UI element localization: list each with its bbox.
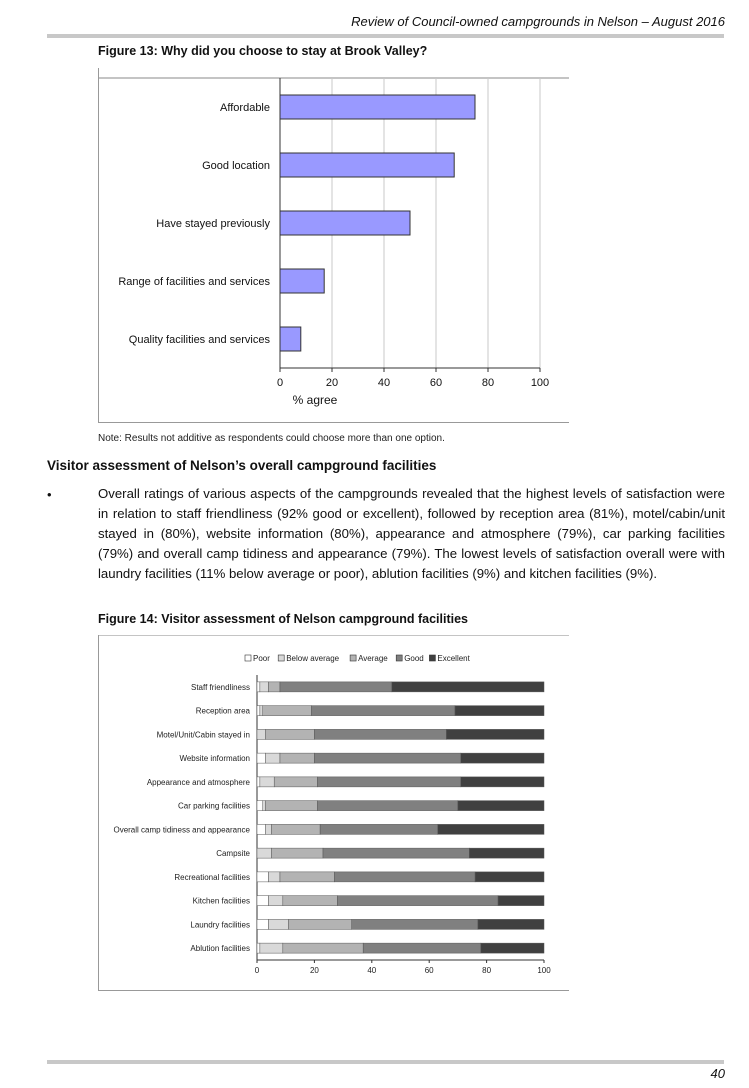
x-tick-label: 0 — [254, 966, 260, 975]
bar-segment — [280, 872, 335, 882]
bar-segment — [392, 682, 544, 692]
legend-swatch — [396, 655, 402, 661]
bar-segment — [268, 682, 279, 692]
category-label: Affordable — [220, 102, 270, 114]
bar-segment — [317, 801, 458, 811]
bar — [280, 269, 324, 293]
bar-segment — [337, 896, 498, 906]
bar — [280, 153, 454, 177]
bar-segment — [257, 706, 260, 716]
bar-segment — [257, 824, 266, 834]
legend-label: Average — [358, 654, 388, 663]
figure13-chart — [98, 68, 569, 423]
category-label: Car parking facilities — [177, 801, 250, 811]
x-tick-label: 60 — [429, 377, 443, 389]
x-tick-label: 20 — [309, 966, 319, 975]
bar-segment — [257, 896, 268, 906]
bar-segment — [289, 919, 352, 929]
bar-segment — [455, 706, 544, 716]
bullet-mark: • — [47, 487, 52, 502]
bar-segment — [257, 801, 263, 811]
bar-segment — [257, 682, 260, 692]
bar-segment — [271, 848, 323, 858]
bar — [280, 327, 301, 351]
bar-segment — [260, 706, 263, 716]
bar-segment — [283, 896, 338, 906]
x-axis-label: % agree — [292, 393, 338, 407]
x-tick-label: 0 — [276, 377, 284, 389]
bar-segment — [257, 729, 266, 739]
legend-label: Excellent — [437, 654, 470, 663]
figure14-title: Figure 14: Visitor assessment of Nelson campground facilities — [98, 612, 469, 626]
x-tick-label: 100 — [537, 966, 551, 975]
legend-label: Below average — [286, 654, 340, 663]
bar-segment — [314, 729, 446, 739]
category-label: Quality facilities and services — [128, 334, 270, 346]
bar-segment — [268, 919, 288, 929]
category-label: Staff friendliness — [191, 682, 250, 692]
bar-segment — [461, 753, 544, 763]
section-heading: Visitor assessment of Nelson’s overall campground facilities — [47, 458, 437, 473]
x-tick-label: 40 — [377, 377, 391, 389]
bar-segment — [266, 729, 315, 739]
x-tick-label: 40 — [367, 966, 377, 975]
category-label: Kitchen facilities — [192, 896, 250, 906]
bar-segment — [446, 729, 544, 739]
bar-segment — [263, 801, 266, 811]
bar-segment — [458, 801, 544, 811]
figure13-note: Note: Results not additive as respondents could choose more than one option. — [98, 433, 445, 444]
category-label: Good location — [202, 160, 270, 172]
category-label: Ablution facilities — [190, 944, 250, 954]
bar-segment — [498, 896, 544, 906]
x-tick-label: 80 — [482, 966, 492, 975]
legend-swatch — [278, 655, 284, 661]
x-tick-label: 60 — [424, 966, 434, 975]
category-label: Website information — [179, 754, 250, 764]
bar — [280, 95, 475, 119]
bar-segment — [257, 919, 268, 929]
bar-segment — [257, 777, 260, 787]
bar-segment — [266, 824, 272, 834]
category-label: Reception area — [195, 706, 250, 716]
bar-segment — [481, 943, 544, 953]
bar-segment — [283, 943, 363, 953]
header-rule — [47, 34, 724, 38]
footer-rule — [47, 1060, 724, 1064]
bar-segment — [314, 753, 460, 763]
bar-segment — [352, 919, 478, 929]
bar-segment — [478, 919, 544, 929]
bar-segment — [312, 706, 456, 716]
bar-segment — [363, 943, 481, 953]
bar-segment — [257, 753, 266, 763]
running-header: Review of Council-owned campgrounds in Nelson – August 2016 — [351, 14, 725, 29]
legend-swatch — [429, 655, 435, 661]
bar-segment — [280, 682, 392, 692]
figure13-svg — [99, 68, 569, 422]
legend-label: Poor — [253, 654, 270, 663]
bar-segment — [260, 682, 269, 692]
category-label: Motel/Unit/Cabin stayed in — [156, 730, 250, 740]
body-paragraph: Overall ratings of various aspects of the campgrounds revealed that the highest levels of satisfaction were in relation to staff friendliness (92% good or excellent), followed by reception area (81%), motel/cabin/unit stayed in (80%), website information (80%), appearance and atmosphere (79%), car parking facilities (79%) and overall camp tidiness and appearance (79%). The lowest levels of satisfaction overall were with laundry facilities (11% below average or poor), ablution facilities (9%) and kitchen facilities (9%). — [98, 486, 725, 581]
bar-segment — [461, 777, 544, 787]
x-tick-label: 20 — [325, 377, 339, 389]
bar-segment — [271, 824, 320, 834]
bar-segment — [257, 872, 268, 882]
figure13-title: Figure 13: Why did you choose to stay at Brook Valley? — [98, 44, 428, 58]
page-number: 40 — [710, 1066, 725, 1081]
category-label: Appearance and atmosphere — [146, 777, 250, 787]
bar-segment — [320, 824, 438, 834]
bar-segment — [263, 706, 312, 716]
category-label: Recreational facilities — [174, 872, 250, 882]
category-label: Range of facilities and services — [118, 276, 270, 288]
bar-segment — [323, 848, 469, 858]
bar-segment — [317, 777, 461, 787]
category-label: Have stayed previously — [156, 218, 270, 230]
legend-label: Good — [404, 654, 424, 663]
figure14-svg — [99, 635, 569, 990]
legend-swatch — [245, 655, 251, 661]
category-label: Overall camp tidiness and appearance — [113, 825, 250, 835]
bar-segment — [266, 801, 318, 811]
bar-segment — [469, 848, 544, 858]
bar-segment — [260, 777, 274, 787]
bar — [280, 211, 410, 235]
bar-segment — [274, 777, 317, 787]
bar-segment — [334, 872, 475, 882]
x-tick-label: 80 — [481, 377, 495, 389]
bar-segment — [268, 896, 282, 906]
bar-segment — [268, 872, 279, 882]
bar-segment — [438, 824, 544, 834]
category-label: Laundry facilities — [190, 920, 250, 930]
x-tick-label: 100 — [530, 377, 550, 389]
category-label: Campsite — [216, 849, 250, 859]
bar-segment — [266, 753, 280, 763]
bar-segment — [280, 753, 314, 763]
bar-segment — [260, 943, 283, 953]
figure14-chart — [98, 635, 569, 991]
bar-segment — [257, 943, 260, 953]
bar-segment — [475, 872, 544, 882]
legend-swatch — [350, 655, 356, 661]
bar-segment — [257, 848, 271, 858]
